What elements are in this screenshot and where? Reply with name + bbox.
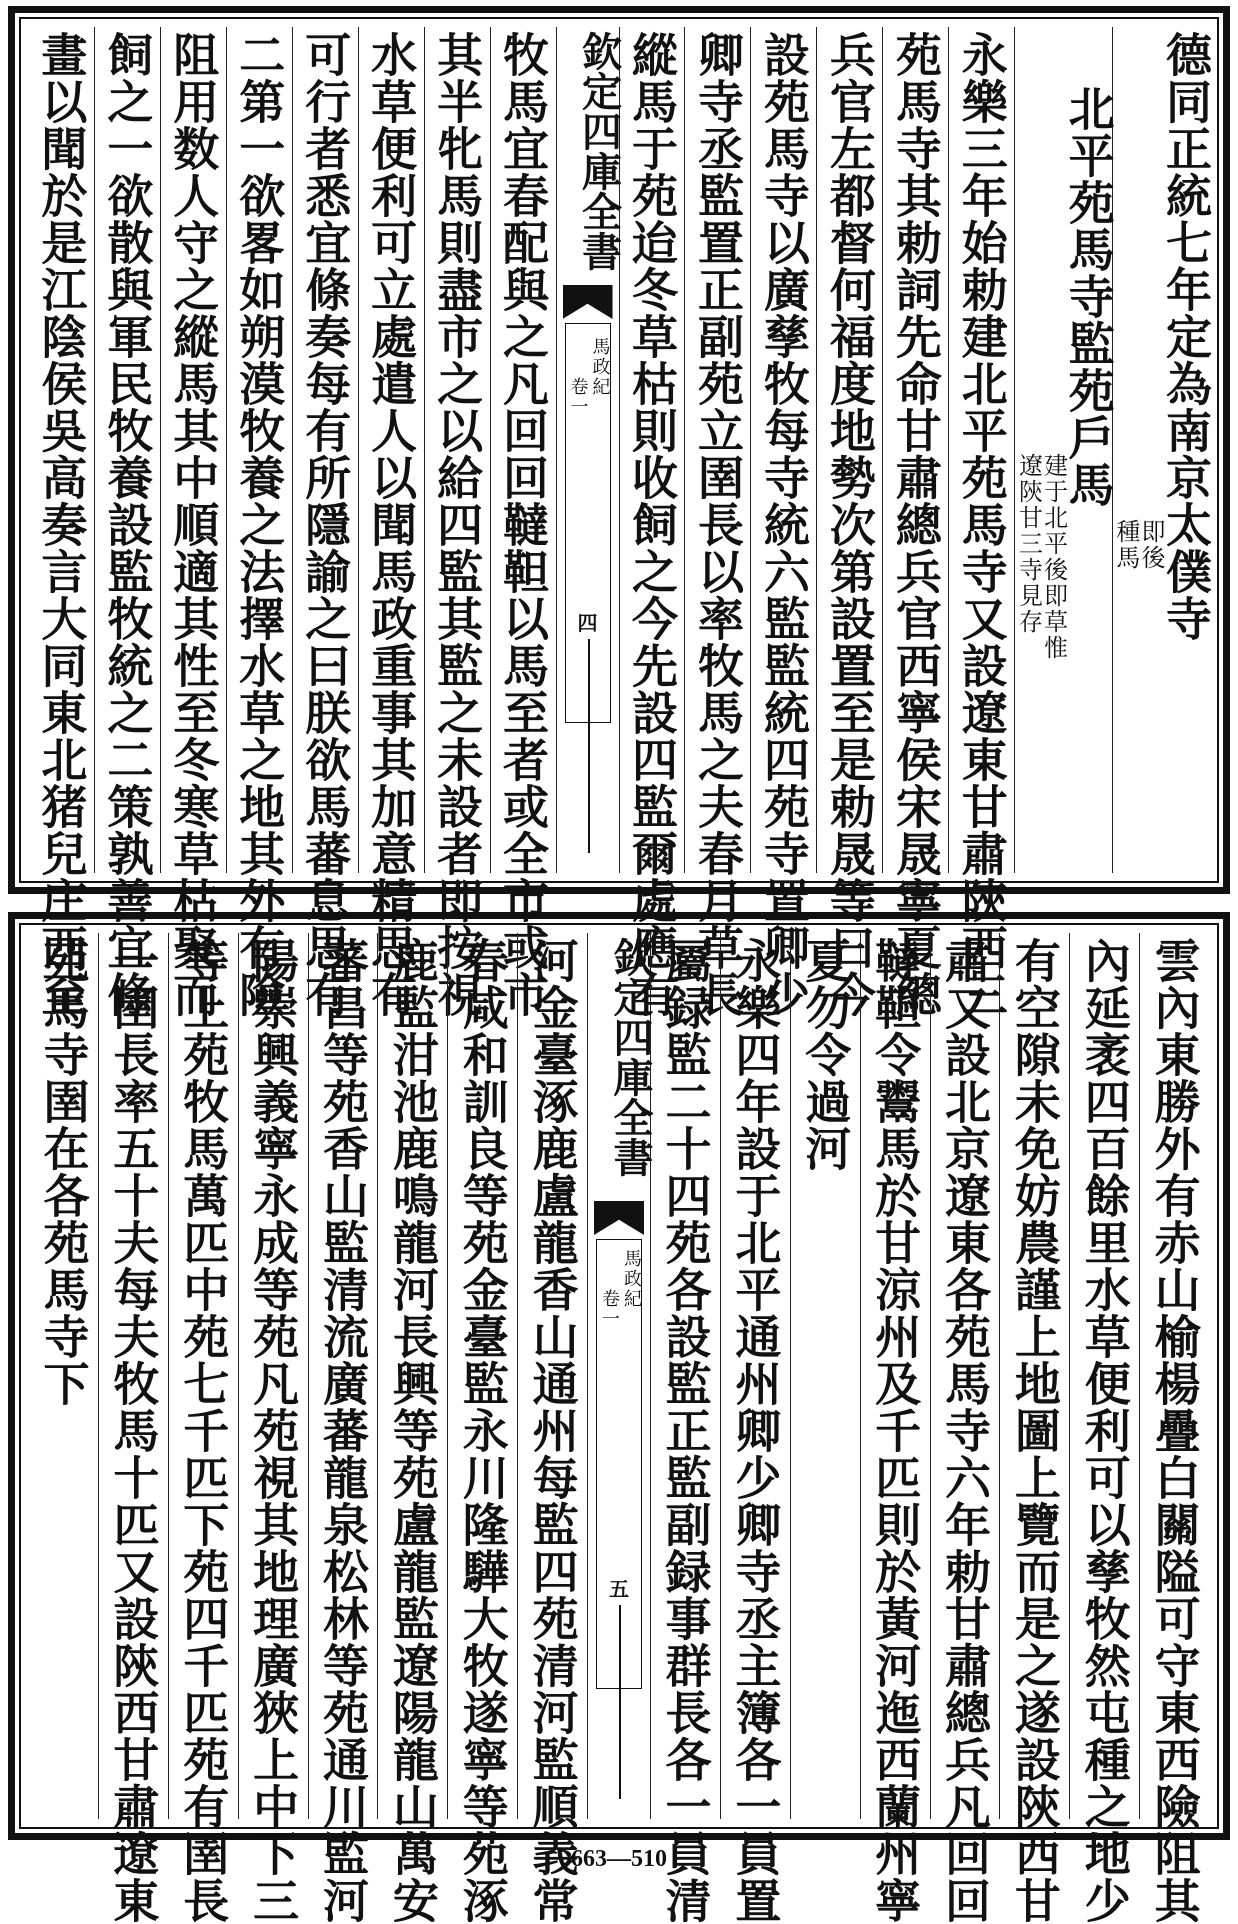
text-line: 飼之一欲散與軍民牧養設監牧統之二策孰善宜條 xyxy=(100,31,155,1018)
text-column xyxy=(930,933,1000,1924)
text-line: 一圉長率五十夫每夫牧馬十匹又設陝西甘肅遼東 xyxy=(106,937,161,1924)
text-line: 德同正統七年定為南京太僕寺 xyxy=(1159,31,1213,642)
text-line: 陽崇興義寧永成等苑凡苑視其地理廣狹上中下三 xyxy=(246,937,301,1924)
text-line: 卿寺丞監置正副苑立圉長以率牧馬之夫春月草長 xyxy=(690,31,745,1018)
text-column xyxy=(98,933,168,1924)
text-column xyxy=(29,933,98,1819)
center-gutter xyxy=(587,933,654,1819)
text-column xyxy=(168,933,238,1924)
text-column xyxy=(650,933,720,1924)
text-line: 等上苑牧馬萬匹中苑七千匹下苑四千匹苑有圉長 xyxy=(176,937,231,1924)
center-gutter xyxy=(556,27,623,873)
annotation-line: 種馬 xyxy=(1111,519,1140,571)
fish-tail-ornament xyxy=(594,1201,644,1235)
text-column xyxy=(29,27,94,1018)
upper-text-columns xyxy=(29,27,1213,1018)
text-column xyxy=(790,933,860,1819)
upper-leaf xyxy=(8,6,1230,1018)
text-column xyxy=(226,27,292,1018)
text-column xyxy=(94,27,160,1018)
text-column xyxy=(377,933,447,1924)
text-column xyxy=(1069,933,1139,1924)
folio-number: 四 xyxy=(577,611,598,635)
text-column xyxy=(308,933,378,1924)
chapter-title: 馬政紀 xyxy=(621,1249,642,1309)
text-line: 夏勿令過河 xyxy=(798,937,853,1172)
text-line: 設苑馬寺以廣孳牧每寺統六監監統四苑寺置卿少 xyxy=(756,31,811,1018)
text-column xyxy=(517,933,587,1924)
text-line: 內延袤四百餘里水草便利可以孳牧然屯種之地少 xyxy=(1077,937,1132,1924)
text-line: 阻用数人守之縱馬其中順適其性至冬寒草枯聚而 xyxy=(166,31,221,1018)
text-line: 縱馬于苑迨冬草枯則收飼之今先設四監爾處應有 xyxy=(625,31,679,1018)
text-column xyxy=(160,27,226,1018)
text-column xyxy=(720,933,790,1924)
text-line: 可行者悉宜條奏每有所隱諭之曰朕欲馬蕃息思有 xyxy=(298,31,353,1018)
text-column xyxy=(999,933,1069,1924)
text-line: 其半牝馬則盡市之以給四監其監之未設者即按視 xyxy=(430,31,485,1018)
text-column xyxy=(238,933,308,1924)
gutter-rule xyxy=(588,639,590,853)
text-line: 苑馬寺其勅詞先命甘肅總兵官西寧侯宋晟寧夏總 xyxy=(888,31,943,1018)
text-column xyxy=(424,27,490,1018)
annotation-line: 建于北平後即草惟 xyxy=(1039,453,1068,661)
text-line: 牧馬宜春配與之凡回回韃靼以馬至者或全市或市 xyxy=(496,31,551,1018)
text-line: 二第一欲畧如朔漠牧養之法擇水草之地其外有險 xyxy=(232,31,287,1018)
text-column xyxy=(292,27,358,1018)
text-column xyxy=(1111,27,1213,873)
text-column xyxy=(882,27,948,1018)
text-line: 水草便利可立處遣人以聞馬政重事其加意精思有 xyxy=(364,31,419,1018)
text-line: 肅又設北京遼東各苑馬寺六年勅甘肅總兵凡回回 xyxy=(937,937,992,1924)
volume-label: 卷一 xyxy=(599,1289,620,1329)
text-column xyxy=(948,27,1014,1018)
text-line: 鹿監泔池鹿鳴龍河長興等苑盧龍監遼陽龍山萬安 xyxy=(385,937,440,1924)
text-column xyxy=(447,933,517,1924)
text-line: 屬録監二十四苑各設監正監副録事群長各一員清 xyxy=(658,937,713,1924)
page-number: 663—510 xyxy=(571,1846,667,1872)
volume-label: 卷一 xyxy=(567,377,589,417)
text-column xyxy=(1014,27,1116,873)
text-line: 韃靼令鬻馬於甘涼州及千匹則於黃河迤西蘭州寧 xyxy=(868,937,923,1924)
text-column xyxy=(490,27,556,1018)
text-line: 苑馬寺圉在各苑馬寺下 xyxy=(36,937,91,1407)
text-column xyxy=(750,27,816,1018)
text-line: 永樂三年始勅建北平苑馬寺又設遼東甘肅陝西三 xyxy=(954,31,1009,1018)
text-line: 春咸和訓良等苑金臺監永川隆驊大牧遂寧等苑涿 xyxy=(455,937,510,1924)
book-title: 欽定四庫全書 xyxy=(607,937,654,1177)
text-line: 畫以聞於是江陰侯吳高奏言大同東北猪兒庄西至 xyxy=(34,31,89,1018)
text-column xyxy=(860,933,930,1924)
text-column xyxy=(684,27,750,1018)
fish-tail-ornament xyxy=(563,285,613,319)
book-title: 欽定四庫全書 xyxy=(575,31,623,271)
text-line: 蕃昌等苑香山監清流廣蕃龍泉松林等苑通川監河 xyxy=(315,937,370,1924)
text-line: 永樂四年設于北平通州卿少卿寺丞主簿各一員置 xyxy=(728,937,783,1924)
gutter-rule xyxy=(619,1605,621,1799)
text-column xyxy=(816,27,882,1018)
text-column xyxy=(619,27,685,1018)
text-line: 有空隙未免妨農謹上地圖上覽而是之遂設陝西甘 xyxy=(1007,937,1062,1924)
text-line: 河金臺涿鹿盧龍香山通州每監四苑清河監順義常 xyxy=(525,937,580,1924)
text-line: 雲內東勝外有赤山榆楊疊白關隘可守東西險阻其 xyxy=(1147,937,1202,1924)
text-column xyxy=(358,27,424,1018)
annotation-line: 即後 xyxy=(1137,519,1165,571)
folio-number: 五 xyxy=(609,1577,629,1601)
text-line: 兵官左都督何福度地勢次第設置至是勅晟等曰今 xyxy=(822,31,877,1018)
text-line: 北平苑馬寺監苑戶馬 xyxy=(1061,85,1116,508)
text-column xyxy=(1139,933,1209,1924)
chapter-title: 馬政紀 xyxy=(589,337,611,397)
annotation-line: 遼陝甘三寺見存 xyxy=(1014,453,1043,635)
